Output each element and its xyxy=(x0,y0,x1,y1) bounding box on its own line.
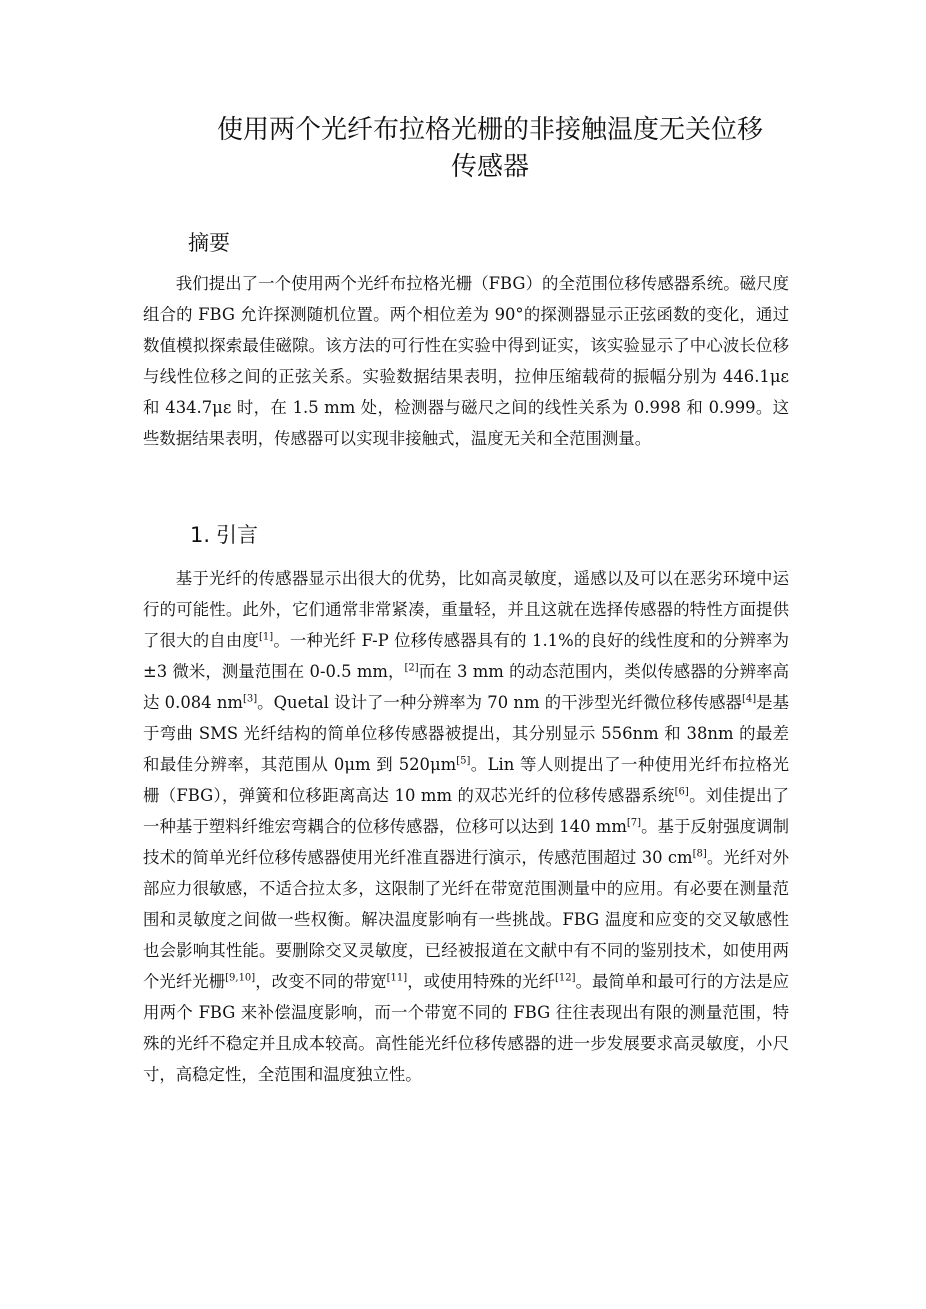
citation: [12] xyxy=(555,972,576,984)
abstract-paragraph: 我们提出了一个使用两个光纤布拉格光栅（FBG）的全范围位移传感器系统。磁尺度组合的 FBG 允许探测随机位置。两个相位差为 90°的探测器显示正弦函数的变化，通过数值模拟探索最佳磁隙。该方法的可行性在实验中得到证实，该实验显示了中心波长位移与线性位移之间的正弦关系。实验数据结果表明，拉伸压缩载荷的振幅分别为 446.1με 和 434.7με 时，在 1.5 mm 处，检测器与磁尺之间的线性关系为 0.998 和 0.999。这些数据结果表明，传感器可以实现非接触式，温度无关和全范围测量。 xyxy=(143,274,789,448)
intro-text-segment: 是基于弯曲 SMS 光纤结构的简单位移传感器被提出，其分别显示 556nm 和 38nm 的最差和最佳分辨率，其范围从 0μm 到 520μm xyxy=(143,693,790,774)
intro-text-segment: ，改变不同的带宽 xyxy=(255,972,387,991)
intro-text-segment: 。刘佳提出了一种基于塑料纤维宏弯耦合的位移传感器，位移可以达到 140 mm xyxy=(143,786,789,836)
intro-text-segment: 。一种光纤 F-P 位移传感器具有的 1.1%的良好的线性度和的分辨率为±3 微米，测量范围在 0-0.5 mm， xyxy=(143,631,790,681)
section-title: 引言 xyxy=(216,523,259,547)
intro-text-segment: 而在 3 mm 的动态范围内，类似传感器的分辨率高达 0.084 nm xyxy=(143,662,789,712)
citation: [1] xyxy=(258,631,274,643)
citation: [5] xyxy=(456,755,471,767)
intro-text-segment: ，或使用特殊的光纤 xyxy=(407,972,555,991)
citation: [2] xyxy=(404,662,419,674)
intro-text-segment: 。光纤对外部应力很敏感，不适合拉太多，这限制了光纤在带宽范围测量中的应用。有必要在测量范围和灵敏度之间做一些权衡。解决温度影响有一些挑战。FBG 温度和应变的交叉敏感性也会影响其性能。要删除交叉灵敏度，已经被报道在文献中有不同的鉴别技术，如使用两个光纤光栅 xyxy=(143,848,790,991)
paper-title-line-2: 传感器 xyxy=(450,152,529,182)
abstract-heading: 摘要 xyxy=(188,231,230,255)
intro-text-segment: 。Quetal 设计了一种分辨率为 70 nm 的干涉型光纤微位移传感器 xyxy=(257,693,742,712)
citation: [7] xyxy=(626,817,642,829)
citation: [3] xyxy=(242,693,258,705)
citation: [4] xyxy=(741,693,757,705)
intro-text-segment: 。Lin 等人则提出了一种使用光纤布拉格光栅（FBG），弹簧和位移距离高达 10 mm 的双芯光纤的位移传感器系统 xyxy=(143,755,789,805)
introduction-heading xyxy=(190,520,264,550)
section-number: 1. xyxy=(190,523,211,547)
intro-text-segment: 基于光纤的传感器显示出很大的优势，比如高灵敏度，遥感以及可以在恶劣环境中运行的可能性。此外，它们通常非常紧凑，重量轻，并且这就在选择传感器的特性方面提供了很大的自由度 xyxy=(143,569,789,650)
intro-text-segment: 。最简单和最可行的方法是应用两个 FBG 来补偿温度影响，而一个带宽不同的 FBG 往往表现出有限的测量范围，特殊的光纤不稳定并且成本较高。高性能光纤位移传感器的进一步发展要求高灵敏度，小尺寸，高稳定性，全范围和温度独立性。 xyxy=(143,972,790,1084)
citation: [11] xyxy=(386,972,408,984)
intro-text-segment: 。基于反射强度调制技术的简单光纤位移传感器使用光纤准直器进行演示，传感范围超过 30 cm xyxy=(143,817,789,867)
citation: [8] xyxy=(692,848,707,860)
paper-title-line-1: 使用两个光纤布拉格光栅的非接触温度无关位移 xyxy=(216,115,763,145)
citation: [9,10] xyxy=(225,972,256,984)
citation: [6] xyxy=(674,786,689,798)
paper-title xyxy=(150,112,830,186)
introduction-paragraph xyxy=(143,563,789,1090)
